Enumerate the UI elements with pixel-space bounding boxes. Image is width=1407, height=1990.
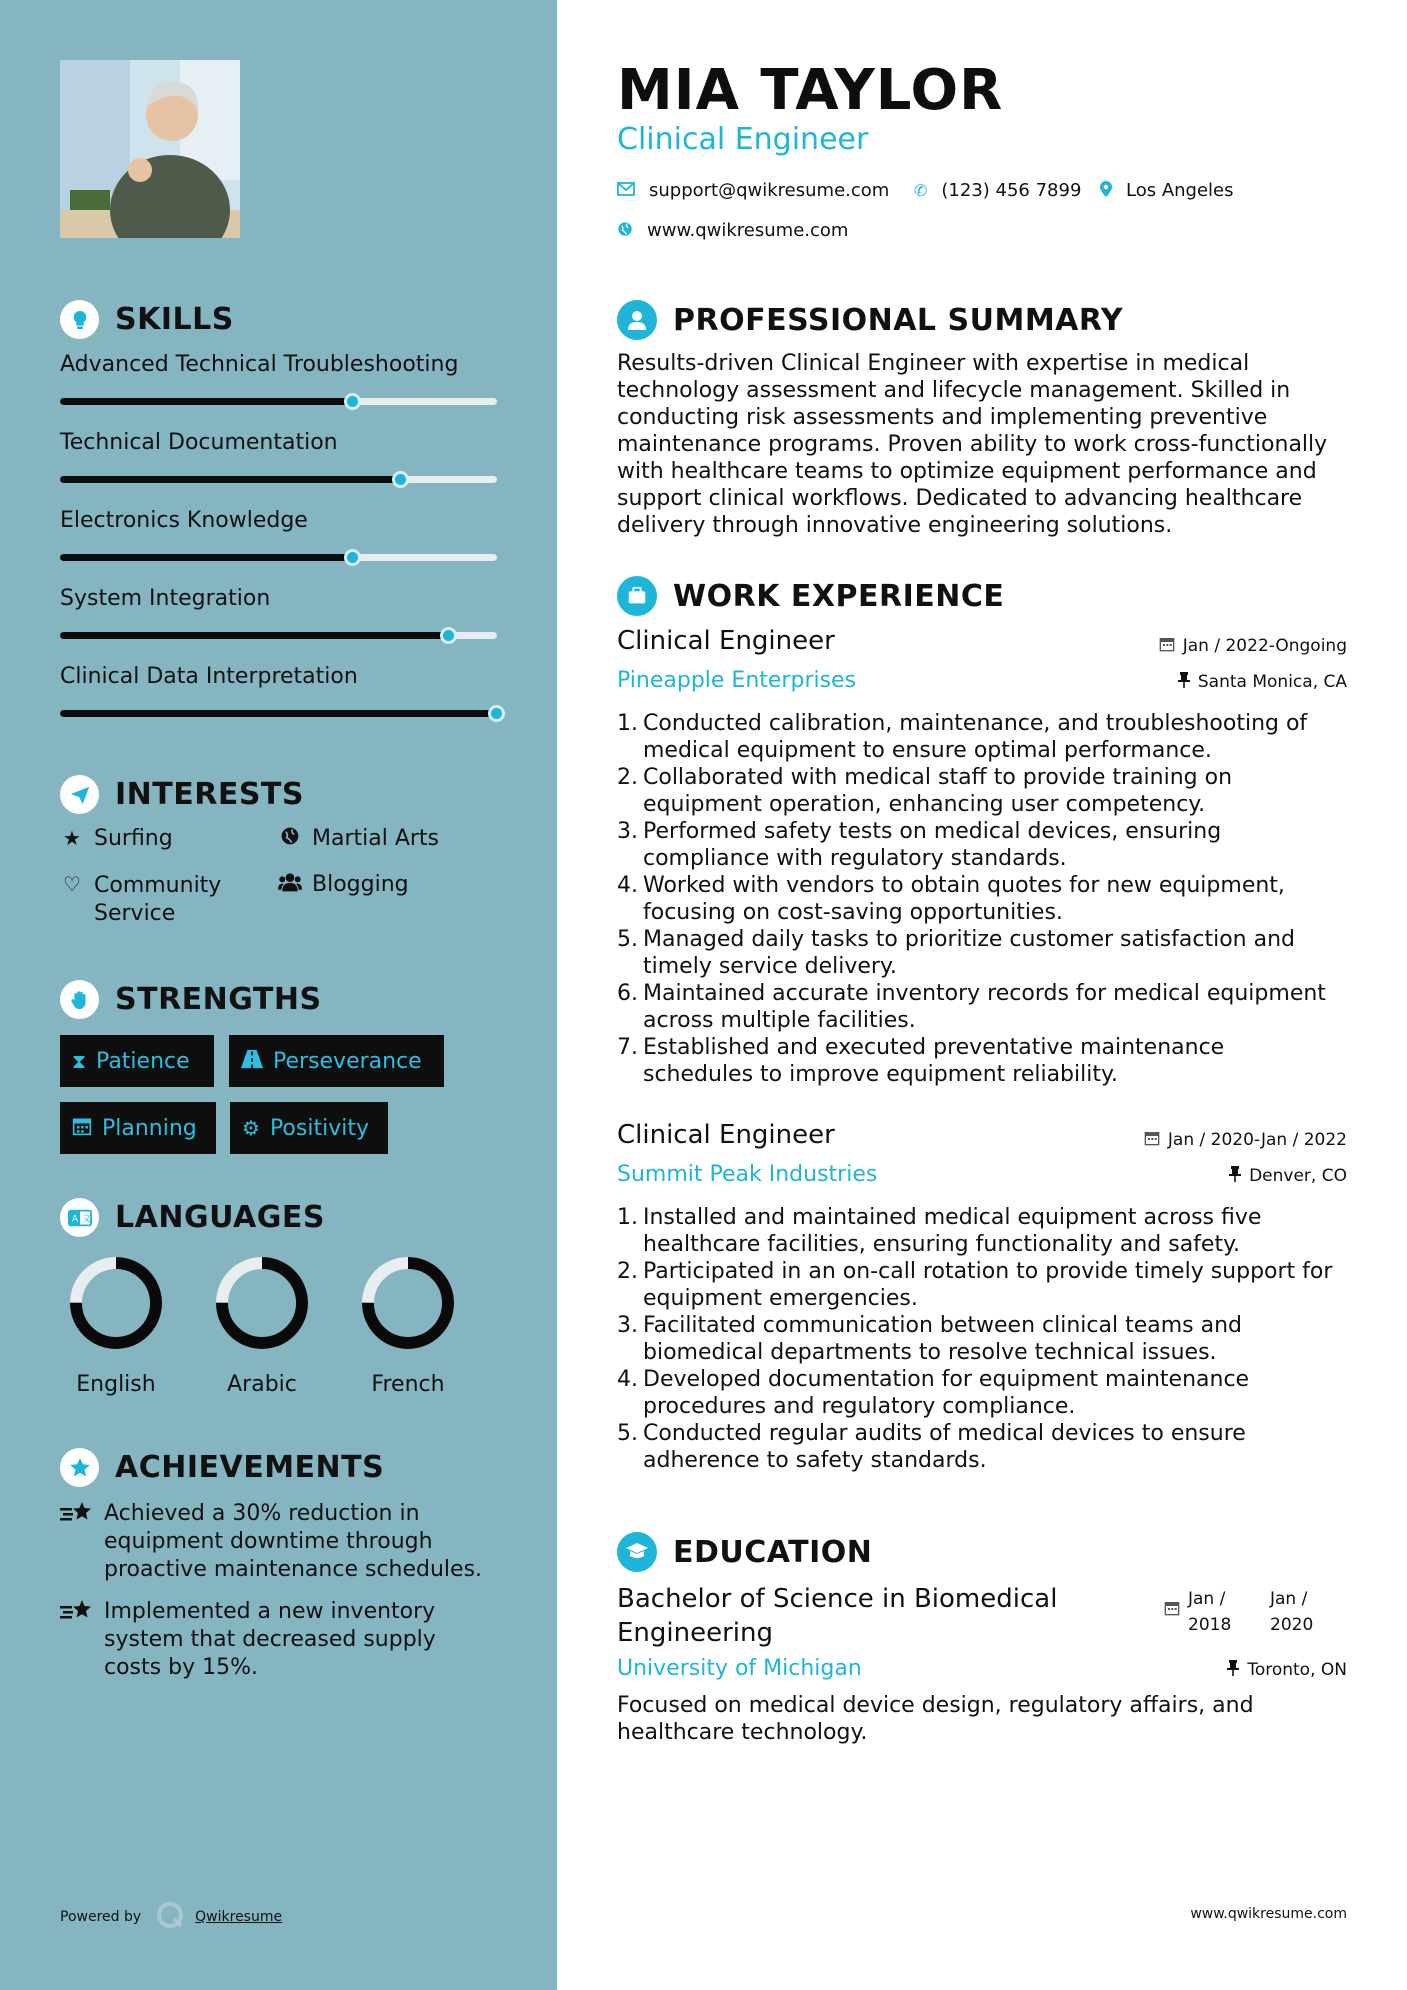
degree-line: Engineering [617,1618,773,1648]
achievement-item [60,1500,510,1584]
summary-line: maintenance programs. Proven ability to work cross-functionally [617,432,1328,457]
education-description [617,1692,1357,1746]
skill-bar [60,476,497,483]
contact-email[interactable] [617,180,889,201]
languages-title: LANGUAGES [115,1200,325,1235]
summary-line: with healthcare teams to optimize equipment performance and [617,459,1317,484]
location-text: Los Angeles [1126,180,1234,201]
sidebar [0,0,557,1990]
skill-item [60,352,500,377]
list-item: 1. Installed and maintained medical equipment across five healthcare facilities, ensuring functionality and safety. [617,1205,1262,1257]
summary-line: technology assessment and lifecycle management. Skilled in [617,378,1291,403]
users-icon [278,872,302,892]
main-content [557,0,1407,1990]
skill-bar [60,398,497,405]
language-item [212,1256,312,1397]
skill-bar-knob [344,549,361,566]
skill-bar-knob [488,705,505,722]
summary-line: Results-driven Clinical Engineer with expertise in medical [617,351,1250,376]
skill-bar-knob [392,471,409,488]
interests-heading [60,775,304,814]
skills-title: SKILLS [115,302,234,337]
strength-label: Planning [102,1115,197,1141]
skill-item [60,586,500,611]
skill-label: Technical Documentation [60,430,338,455]
list-item: 5. Managed daily tasks to prioritize customer satisfaction and timely service delivery. [617,927,1296,979]
powered-by-label: Powered by [60,1909,142,1925]
list-item: 3. Performed safety tests on medical devices, ensuring compliance with regulatory standards. [617,819,1222,871]
achievements-title: ACHIEVEMENTS [115,1450,385,1485]
qwikresume-logo-icon [155,1900,185,1934]
language-label: French [371,1372,445,1397]
education-heading [617,1532,872,1572]
strength-tag [60,1035,214,1087]
degree-line: Bachelor of Science in Biomedical [617,1584,1058,1614]
skill-label: Advanced Technical Troubleshooting [60,352,459,377]
heart-outline-icon: ♡ [63,872,81,896]
list-item: 2. Participated in an on-call rotation to provide timely support for equipment emergencies. [617,1259,1333,1311]
language-ring [215,1256,309,1350]
end-year: 2020 [1270,1615,1314,1635]
achievement-line: equipment downtime through [104,1529,433,1554]
email-text: support@qwikresume.com [649,180,890,201]
skill-bar-knob [344,393,361,410]
strengths-heading [60,980,322,1019]
summary-heading [617,300,1123,340]
candidate-name: MIA TAYLOR [617,58,1004,123]
job-location-text: Denver, CO [1249,1166,1347,1186]
calendar-icon [1164,1598,1180,1638]
skill-label: System Integration [60,586,271,611]
strength-label: Patience [96,1048,190,1074]
job-location [1178,672,1347,692]
skill-bar [60,632,497,639]
interest-label: Martial Arts [312,826,440,851]
list-item: 4. Worked with vendors to obtain quotes for new equipment, focusing on cost-saving opportunities. [617,873,1285,925]
map-pin-icon [1100,181,1112,201]
language-ring [69,1256,163,1350]
skill-bar-fill [60,554,353,561]
strength-tag [230,1102,388,1154]
achievement-item [60,1598,510,1682]
interest-item [278,826,439,851]
globe-icon [278,826,302,846]
phone-text: (123) 456 7899 [941,180,1082,201]
user-icon [617,300,657,340]
contact-location [1100,180,1234,201]
job-dates-text: Jan / 2020-Jan / 2022 [1167,1130,1347,1150]
interest-item [60,826,173,851]
job-dates [1144,1130,1347,1150]
summary-line: conducting risk assessments and implementing preventive [617,405,1268,430]
strength-tag [60,1102,216,1154]
website-text: www.qwikresume.com [647,220,849,241]
achievement-line: proactive maintenance schedules. [104,1557,483,1582]
gear-icon: ⚙ [242,1116,260,1140]
star-icon: ★ [63,826,81,850]
calendar-icon [1144,1130,1160,1150]
job-company: Pineapple Enterprises [617,668,857,693]
interest-label: Community [94,873,222,898]
education-degree [617,1582,1137,1650]
summary-title: PROFESSIONAL SUMMARY [673,302,1124,338]
skill-item [60,664,500,689]
skill-item [60,430,500,455]
language-item [66,1256,166,1397]
list-item: 5. Conducted regular audits of medical devices to ensure adherence to safety standards. [617,1421,1246,1473]
pin-icon [1178,672,1190,692]
skill-bar-fill [60,632,449,639]
calendar-icon [72,1116,92,1141]
start-month: Jan / [1188,1589,1226,1609]
interest-label-line2: Service [94,901,176,926]
job-location-text: Santa Monica, CA [1197,672,1347,692]
interest-label: Blogging [312,872,409,897]
education-desc-line: healthcare technology. [617,1720,868,1745]
calendar-icon [1159,636,1175,656]
language-label: Arabic [227,1372,297,1397]
strengths-title: STRENGTHS [115,982,322,1017]
skill-item [60,508,500,533]
svg-text:文: 文 [81,1213,91,1225]
list-item: 2. Collaborated with medical staff to provide training on equipment operation, enhancing user competency. [617,765,1233,817]
language-label: English [76,1372,156,1397]
contact-phone[interactable] [914,180,1081,201]
candidate-role: Clinical Engineer [617,122,869,157]
road-icon [241,1049,263,1074]
education-desc-line: Focused on medical device design, regulatory affairs, and [617,1693,1254,1718]
interest-item [278,872,409,897]
skill-label: Clinical Data Interpretation [60,664,358,689]
star-badge-icon [60,1448,99,1487]
pin-icon [1227,1660,1239,1680]
globe-icon [617,221,633,241]
contact-website[interactable] [617,220,848,241]
experience-title: WORK EXPERIENCE [673,578,1005,614]
svg-text:A: A [71,1213,78,1225]
hourglass-icon: ⧗ [72,1049,87,1073]
shooting-star-icon [60,1598,94,1682]
list-item: 1. Conducted calibration, maintenance, and troubleshooting of medical equipment to ensure optimal performance. [617,711,1308,763]
achievement-line: costs by 15%. [104,1655,258,1680]
interest-item [60,872,221,928]
education-location-text: Toronto, ON [1247,1660,1347,1680]
skill-bar-fill [60,476,401,483]
interest-label: Surfing [94,826,173,851]
skill-bar [60,710,497,717]
skills-heading [60,300,234,339]
language-item [358,1256,458,1397]
job-title: Clinical Engineer [617,1120,835,1150]
achievement-line: system that decreased supply [104,1627,436,1652]
achievement-line: Achieved a 30% reduction in [104,1501,420,1526]
profile-photo [60,60,240,238]
language-ring [361,1256,455,1350]
pin-icon [1229,1166,1241,1186]
job-dates-text: Jan / 2022-Ongoing [1182,636,1347,656]
powered-by [60,1900,282,1934]
list-item: 7. Established and executed preventative maintenance schedules to improve equipment reliability. [617,1035,1225,1087]
experience-heading [617,576,1004,616]
footer-website[interactable]: www.qwikresume.com [1190,1906,1347,1922]
phone-icon: ✆ [914,181,928,200]
strength-tag [229,1035,444,1087]
summary-text [617,350,1357,539]
languages-heading [60,1198,325,1237]
summary-line: support clinical workflows. Dedicated to advancing healthcare [617,486,1303,511]
paper-plane-icon [60,775,99,814]
skill-bar [60,554,497,561]
job-dates [1159,636,1347,656]
qwikresume-link[interactable]: Qwikresume [195,1909,283,1925]
list-item: 4. Developed documentation for equipment maintenance procedures and regulatory compliance. [617,1367,1250,1419]
summary-line: delivery through innovative engineering solutions. [617,513,1173,538]
job-company: Summit Peak Industries [617,1162,878,1187]
education-school: University of Michigan [617,1656,862,1681]
envelope-icon [617,181,635,200]
skill-bar-fill [60,710,497,717]
skill-bar-knob [440,627,457,644]
graduate-icon [617,1532,657,1572]
job-duties-list [617,710,1367,1088]
start-year: 2018 [1188,1615,1232,1635]
list-item: 3. Facilitated communication between clinical teams and biomedical departments to resolve technical issues. [617,1313,1243,1365]
job-location [1229,1166,1347,1186]
skill-label: Electronics Knowledge [60,508,308,533]
strength-label: Perseverance [273,1048,422,1074]
language-icon [60,1198,99,1237]
lightbulb-icon [60,300,99,339]
job-duties-list [617,1204,1367,1474]
interests-title: INTERESTS [115,777,304,812]
education-location [1227,1660,1347,1680]
education-title: EDUCATION [673,1534,873,1570]
achievement-line: Implemented a new inventory [104,1599,436,1624]
briefcase-icon [617,576,657,616]
list-item: 6. Maintained accurate inventory records for medical equipment across multiple facilities. [617,981,1326,1033]
hand-icon [60,980,99,1019]
achievements-heading [60,1448,384,1487]
education-dates [1164,1586,1340,1638]
skill-bar-fill [60,398,353,405]
end-month: Jan / [1270,1589,1308,1609]
job-title: Clinical Engineer [617,626,835,656]
shooting-star-icon [60,1500,94,1584]
strength-label: Positivity [269,1115,369,1141]
